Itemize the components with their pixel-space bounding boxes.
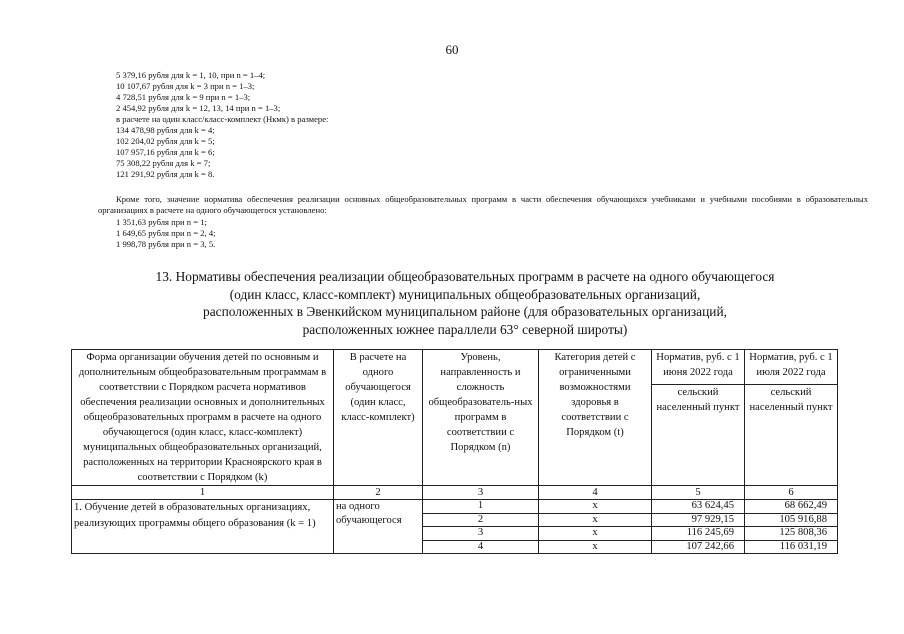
header-rural-july: сельский населенный пункт <box>745 385 838 486</box>
table-row <box>72 500 838 514</box>
section-title-line: расположенных южнее параллели 63° северной широты) <box>302 321 628 337</box>
rate-line: 1 649,65 рубля при n = 2, 4; <box>116 228 216 238</box>
column-number: 5 <box>652 486 745 500</box>
rate-list-bottom <box>116 217 216 250</box>
table-header-row <box>72 350 838 385</box>
rate-line: 102 204,02 рубля для k = 5; <box>116 136 215 146</box>
column-number: 3 <box>423 486 539 500</box>
rate-line: 5 379,16 рубля для k = 1, 10, при n = 1–4; <box>116 70 266 80</box>
header-norm-july: Норматив, руб. с 1 июля 2022 года <box>745 350 838 385</box>
norm-june-cell: 97 929,15 <box>652 513 745 527</box>
rate-list-top <box>116 70 328 180</box>
norm-june-cell: 107 242,66 <box>652 540 745 554</box>
norm-july-cell: 125 808,36 <box>745 527 838 541</box>
header-level: Уровень, направленность и сложность общеобразователь-ных программ в соответствии с Порядком (n) <box>423 350 539 486</box>
header-rural-june: сельский населенный пункт <box>652 385 745 486</box>
norm-july-cell: 68 662,49 <box>745 500 838 514</box>
column-number-row <box>72 486 838 500</box>
norm-june-cell: 116 245,69 <box>652 527 745 541</box>
textbook-paragraph <box>98 194 868 216</box>
level-cell: 1 <box>423 500 539 514</box>
section-title <box>110 268 820 338</box>
rate-line: 134 478,98 рубля для k = 4; <box>116 125 215 135</box>
norms-table <box>71 349 838 554</box>
rate-line: 75 308,22 рубля для k = 7; <box>116 158 211 168</box>
level-cell: 4 <box>423 540 539 554</box>
header-category: Категория детей с ограниченными возможностями здоровья в соответствии с Порядком (t) <box>539 350 652 486</box>
level-cell: 3 <box>423 527 539 541</box>
section-title-line: (один класс, класс-комплект) муниципальных общеобразовательных организаций, <box>229 286 701 302</box>
category-cell: x <box>539 540 652 554</box>
rate-line: 2 454,92 рубля для k = 12, 13, 14 при n = 1–3; <box>116 103 281 113</box>
column-number: 1 <box>72 486 334 500</box>
category-cell: x <box>539 500 652 514</box>
rate-line: в расчете на один класс/класс-комплект (Нкмк) в размере: <box>116 114 329 124</box>
header-norm-june: Норматив, руб. с 1 июня 2022 года <box>652 350 745 385</box>
category-cell: x <box>539 513 652 527</box>
header-form-of-education: Форма организации обучения детей по основным и дополнительным общеобразовательным программам в соответствии с Порядком расчета нормативов обеспечения реализации основных и дополнительных общеобразовательных программ в расчете на одного обучающегося (один класс, класс-комплект) муниципальных общеобразовательных организаций, расположенных на территории Красноярского края в соответствии с Порядком (k) <box>72 350 334 486</box>
section-title-line: 13. Нормативы обеспечения реализации общеобразовательных программ в расчете на одного обучающегося <box>155 269 775 284</box>
category-cell: x <box>539 527 652 541</box>
rate-line: 1 351,63 рубля при n = 1; <box>116 217 207 227</box>
textbook-paragraph-text: Кроме того, значение норматива обеспечения реализации основных общеобразовательных программ в части обеспечения обучающихся учебниками и учебными пособиями в образовательных организациях в расчете на одного обучающегося установлено: <box>98 194 868 215</box>
row-label: 1. Обучение детей в образовательных организациях, реализующих программы общего образования (k = 1) <box>72 500 334 554</box>
rate-line: 107 957,16 рубля для k = 6; <box>116 147 215 157</box>
norm-june-cell: 63 624,45 <box>652 500 745 514</box>
column-number: 2 <box>334 486 423 500</box>
norm-july-cell: 116 031,19 <box>745 540 838 554</box>
column-number: 6 <box>745 486 838 500</box>
page-number: 60 <box>445 42 459 57</box>
level-cell: 2 <box>423 513 539 527</box>
header-calculation-basis: В расчете на одного обучающегося (один класс, класс-комплект) <box>334 350 423 486</box>
section-title-line: расположенных в Эвенкийском муниципальном районе (для образовательных организаций, <box>203 304 727 320</box>
column-number: 4 <box>539 486 652 500</box>
rate-line: 4 728,51 рубля для k = 9 при n = 1–3; <box>116 92 251 102</box>
rate-line: 121 291,92 рубля для k = 8. <box>116 169 215 179</box>
row-basis: на одного обучающегося <box>334 500 423 554</box>
rate-line: 10 107,67 рубля для k = 3 при n = 1–3; <box>116 81 255 91</box>
norm-july-cell: 105 916,88 <box>745 513 838 527</box>
rate-line: 1 998,78 рубля при n = 3, 5. <box>116 239 216 249</box>
